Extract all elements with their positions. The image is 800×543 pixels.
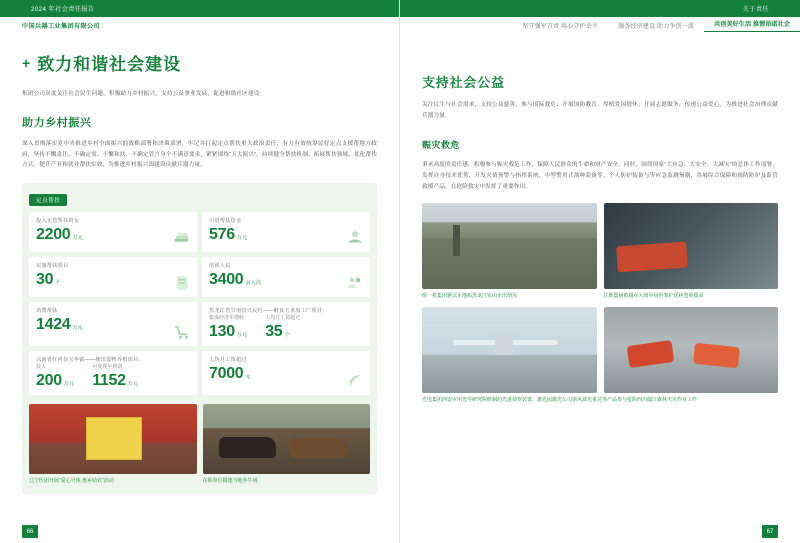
left-subbar: [0, 17, 399, 34]
photo-caption: 在陕单位援建当地养牛场: [202, 478, 258, 485]
cart-icon: [173, 323, 191, 341]
project-sub-label: 人均月工资超过: [265, 315, 301, 322]
stat-value: 1424: [36, 316, 71, 334]
project-stat-item: [29, 351, 197, 395]
right-photo-item: [604, 203, 779, 301]
photo-flood-site: [422, 203, 597, 289]
stat-unit: 万元: [72, 235, 83, 242]
project-value: 1152: [92, 372, 126, 390]
stats-card: [22, 183, 377, 494]
stat-item: [29, 257, 197, 297]
left-body: [0, 34, 399, 494]
left-photo-row: [29, 404, 370, 486]
right-photo-item: [422, 307, 597, 393]
stat-label: 消费帮扶: [36, 308, 58, 315]
left-section-paragraph: 深入贯彻落实党中央推进乡村全面振兴的战略部署和决策部署，牢记并扛起定点帮扶重大政治责任，有力有效统筹民好定点支援帮地方政府，坚持不懈责任、不确定需、不懈和扶、不确定管言身个不满意要求，紧紧围绕“五大振兴”，持续健全帮扶机制、拓展帮扶领域、优化帮扶方式，提升产业和就业帮扶实效，为推进乡村振兴固建设贡献兵器力量。: [22, 140, 377, 169]
right-heading: 支持社会公益: [422, 75, 505, 90]
photo-caption: 江淮集团救援在大雨中用担架护送林苍苑援命: [603, 292, 704, 299]
project-stat-item: [202, 302, 370, 346]
project-label: 黑龙江省甘南县兴民村——鲜食玉米加工厂项目：: [209, 308, 328, 315]
stat-label: 人均月工资超过: [209, 357, 247, 364]
photo-caption-wide: 光电集团西安应用光学研究院研制的先进侦察装置、激光园激光公司第风波光重达等产品参与抢险四川鄢江森林火灾作业工作: [422, 397, 698, 404]
nav-item-military[interactable]: 坚守强军首责 用心守护幸平: [522, 23, 599, 30]
stat-label: 投入无偿帮扶资金: [36, 218, 80, 225]
stats-grid: [29, 212, 370, 395]
photo-firefighters-roof: [604, 307, 779, 393]
section-nav: [400, 17, 800, 34]
clipboard-icon: [173, 274, 191, 292]
photo-cattle-farm: [203, 404, 371, 474]
stat-item: [202, 257, 370, 297]
stat-item: [202, 212, 370, 252]
project-sub-label: 可变现年利润: [92, 364, 123, 371]
stat-item: [29, 302, 197, 346]
right-topbar: [400, 0, 800, 17]
stat-value: 30: [36, 271, 54, 289]
project-unit: 万元: [127, 381, 139, 388]
nav-item-economy[interactable]: 服务经济建设 助力争创一流: [618, 23, 695, 30]
left-photo-item: [29, 404, 197, 486]
photo-drone: [422, 307, 597, 393]
photo-flag-donation: [29, 404, 197, 474]
stat-value: 576: [209, 226, 235, 244]
money-stack-icon: [173, 229, 191, 247]
project-unit: 万元: [236, 332, 248, 339]
stat-label: 实施帮扶项目: [36, 263, 69, 270]
left-topbar: [0, 0, 399, 17]
stat-value: 7000: [209, 365, 244, 383]
left-section-title: 助力乡村振兴: [22, 116, 92, 129]
stat-label: 引进帮扶资金: [209, 218, 242, 225]
stat-unit: 余人次: [245, 280, 261, 287]
project-label: 云南省红河县宝华镇——楼田蛋鸭养殖项目：: [36, 357, 144, 364]
page-title-row: [22, 50, 377, 75]
right-body: [400, 34, 800, 405]
photo-stretcher-rescue: [604, 203, 779, 289]
stat-unit: 万元: [72, 325, 83, 332]
stats-card-tag: 定点帮扶: [29, 194, 67, 206]
photo-caption: 辽宁医团开展“爱心号体 惠乡助农”活动: [29, 478, 114, 485]
stat-unit: 元: [245, 374, 251, 381]
left-intro-paragraph: 集团公司高度关注社会民生问题，积极助力乡村振兴，支持公益事业发展，促进和谐社区建设。: [22, 91, 266, 97]
right-footer: [400, 521, 800, 543]
right-section-paragraph: 秉承高度的责任感，积极参与赈灾救危工作，保障人民群众的生命和财产安全。同时，围绕国家“大应急、大安全、大减灾”的总体工作部署，发挥自身技术优势，开发火情预警与指挥系统、中型警用式战种装备等，个人防护装备与等应急监测预器，各展综合保障和预防防护及监管救援产品，在抢险救灾中发挥了重要作用。: [422, 161, 778, 190]
right-photo-grid: [422, 203, 778, 394]
right-section-title: 赈灾救危: [422, 139, 461, 150]
project-sub-label: 投入: [36, 364, 47, 371]
left-page-number: 66: [22, 525, 38, 538]
project-value: 130: [209, 323, 235, 341]
stat-label: 培训人员: [209, 263, 231, 270]
right-photo-item: [422, 203, 597, 301]
right-photo-item: [604, 307, 779, 393]
left-footer: [0, 521, 399, 543]
project-value: 35: [265, 323, 283, 341]
left-topbar-title: 2024 年社会责任报告: [31, 6, 95, 13]
right-intro-paragraph: 关注民生与社会需求，支持公益慈善，参与国际救危；开展国防教育、厚植爱国情怀；开展志愿服务，传递公益爱心，为推进社会治理贡献兵器力量。: [422, 102, 778, 119]
hand-coin-icon: [346, 229, 364, 247]
project-unit: 个: [284, 332, 290, 339]
people-icon: [346, 274, 364, 292]
stat-item: [29, 212, 197, 252]
page-title: 致力和谐社会建设: [37, 55, 182, 74]
stat-unit: 万元: [236, 235, 248, 242]
project-value: 200: [36, 372, 62, 390]
stat-unit: 个: [55, 280, 61, 287]
right-topbar-title: 关于责任: [742, 6, 769, 13]
photo-caption: 组一机集团驰式车地拓黑龙江密山市汛情灾: [422, 292, 518, 299]
leaf-icon: [346, 372, 364, 390]
right-page-number: 67: [762, 525, 778, 538]
project-sub-label: 集体经济年增收: [209, 315, 245, 322]
right-page: [400, 0, 800, 543]
stat-value: 3400: [209, 271, 244, 289]
project-unit: 万元: [63, 381, 75, 388]
plus-icon: +: [22, 54, 31, 71]
stat-value: 2200: [36, 226, 71, 244]
company-name: 中国兵器工业集团有限公司: [22, 23, 100, 30]
nav-item-society[interactable]: 共创美好生活 推情昂诺社会: [704, 19, 800, 32]
left-photo-item: [203, 404, 371, 486]
stat-item: [202, 351, 370, 395]
